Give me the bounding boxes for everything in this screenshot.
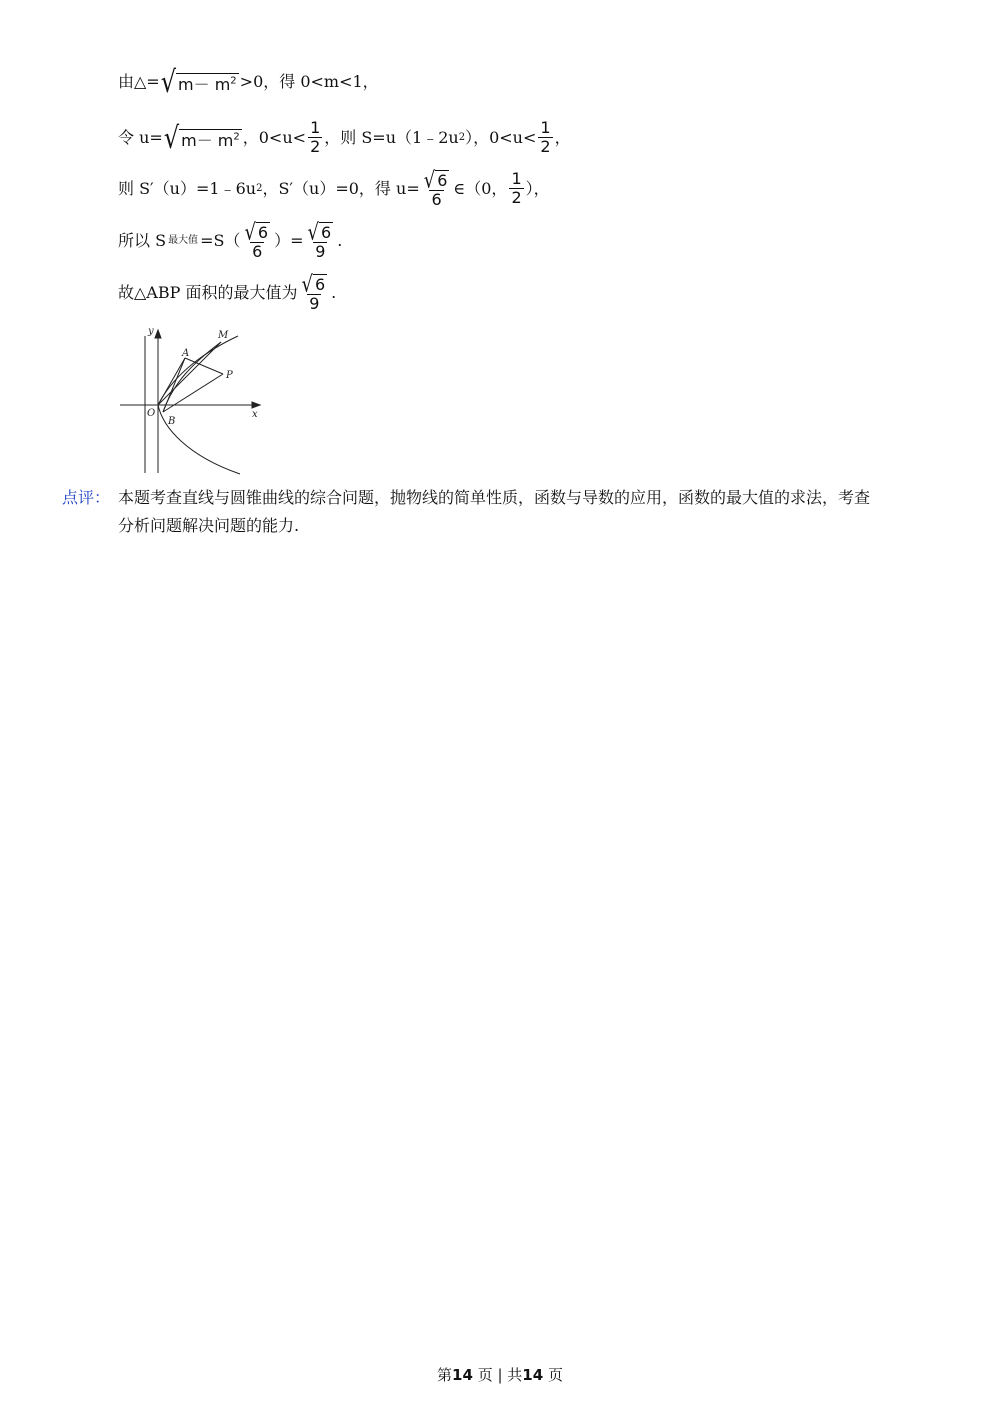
text: 所以 S: [118, 231, 167, 251]
text: 故△ABP 面积的最大值为: [118, 283, 298, 303]
text: .: [337, 231, 343, 251]
fraction: [509, 171, 523, 207]
text: ），: [525, 179, 550, 199]
exponent: 2: [233, 131, 240, 143]
denominator: 6: [252, 241, 263, 261]
exponent: 2: [230, 76, 237, 88]
numerator: √ 6: [244, 218, 269, 246]
numerator: 1: [540, 118, 551, 137]
solution-line-2: 令 u= √ $m- m^2$ ，0<u< $\frac{1}{2}$ ，则 S=u（1﹣2u 2 ），0<u< $\frac{1}{2}$ ，: [118, 118, 571, 156]
solution-line-4: [118, 218, 343, 261]
text: ∈（0，: [453, 179, 508, 199]
parabola-figure: [118, 328, 268, 478]
numerator: √ 6: [301, 270, 326, 298]
text: 令 u=: [118, 127, 163, 147]
comment-label: 点评：: [62, 488, 111, 507]
label-A: A: [182, 348, 190, 359]
x-axis-arrow: [252, 402, 260, 408]
text: ，0<u<: [242, 127, 307, 147]
sqrt-expression: √ $m- m^2$: [163, 120, 240, 156]
fraction: [299, 270, 329, 313]
label-P: P: [226, 370, 233, 381]
radicand: 6: [321, 223, 332, 242]
denominator: 2: [310, 136, 321, 156]
text: ，: [554, 127, 571, 147]
fraction: [422, 166, 452, 209]
curve-BM: [163, 342, 221, 412]
denominator: 9: [315, 241, 326, 261]
numerator: √ 6: [307, 218, 332, 246]
fraction: [308, 120, 322, 156]
text: >0，得 0<m<1，: [239, 72, 379, 91]
comment-text: 本题考查直线与圆锥曲线的综合问题，抛物线的简单性质，函数与导数的应用，函数的最大值的求法，考查分析问题解决问题的能力.: [118, 488, 871, 535]
solution-line-3: 则 S′（u）=1﹣6u 2 ，S′（u）=0，得 u= √ 6 6 ∈（0， $\frac{1}{2}$ ），: [118, 166, 550, 209]
numerator: 1: [310, 118, 321, 137]
radicand: m－ m: [181, 131, 234, 151]
numerator: 1: [511, 169, 522, 189]
denominator: 9: [309, 293, 320, 313]
solution-line-1: [118, 64, 379, 100]
text: ）=: [274, 231, 304, 251]
label-B: B: [168, 416, 176, 427]
text: 则 S′（u）=1﹣6u: [118, 179, 257, 199]
subscript: 最大值: [168, 235, 199, 247]
text: ），0<u<: [465, 127, 537, 147]
fraction: [306, 218, 336, 261]
y-axis-arrow: [155, 330, 161, 338]
label-y: y: [148, 328, 154, 337]
denominator: 6: [431, 189, 442, 209]
text: ，则 S=u（1﹣2u: [324, 127, 459, 147]
radicand: 6: [257, 223, 269, 242]
label-M: M: [218, 330, 229, 341]
radicand: 6: [437, 171, 448, 190]
page-number: 14: [452, 1366, 473, 1384]
total-pages: 14: [522, 1366, 544, 1384]
denominator: 2: [540, 136, 551, 156]
sqrt-expression: √ $m- m^2$: [160, 64, 237, 100]
page-footer: [0, 1364, 1000, 1385]
text: ，S′（u）=0，得 u=: [262, 179, 420, 199]
fraction: [242, 218, 272, 261]
fraction: [538, 120, 552, 156]
footer-text: 页: [547, 1366, 563, 1384]
numerator: √ 6: [423, 166, 448, 194]
radicand: m－ m: [178, 75, 231, 95]
solution-line-5: [118, 270, 337, 313]
footer-text: 第: [437, 1366, 453, 1384]
footer-text: 页 | 共: [477, 1366, 523, 1384]
review-comment: [62, 484, 882, 540]
text: .: [331, 283, 337, 303]
text: =S（: [200, 231, 241, 251]
label-O: O: [147, 408, 156, 419]
text: 由△=: [118, 72, 160, 91]
denominator: 2: [511, 188, 522, 208]
label-x: x: [252, 409, 258, 420]
radicand: 6: [314, 275, 326, 294]
